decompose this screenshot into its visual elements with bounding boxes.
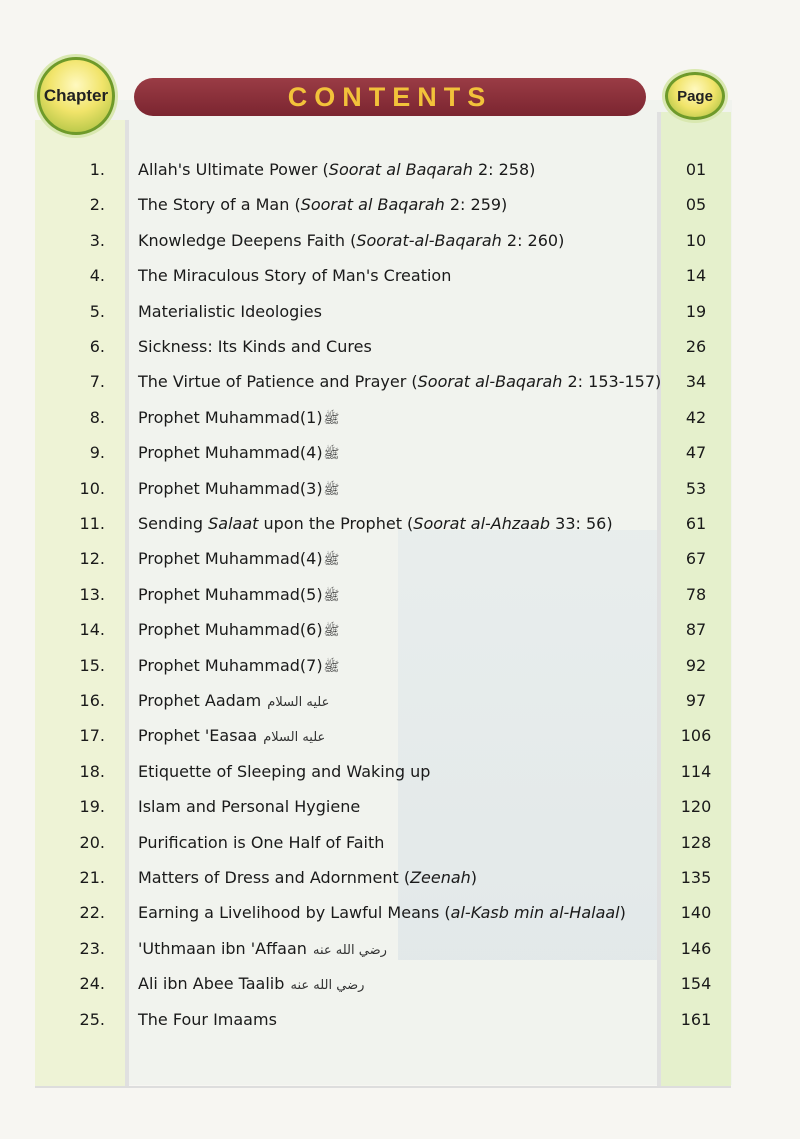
- chapter-number: 18.: [79, 761, 105, 781]
- page-number: 26: [685, 337, 707, 356]
- bottom-divider: [35, 1086, 731, 1088]
- honorific-glyph: ﷺ: [323, 447, 340, 463]
- honorific-glyph: رضي الله عنه: [290, 978, 365, 994]
- chapter-title: Knowledge Deepens Faith (Soorat-al-Baqarah 2: 260): [138, 230, 565, 250]
- chapter-number: 23.: [79, 938, 105, 958]
- reference-italic: Soorat-al-Baqarah: [356, 230, 502, 250]
- page-title: CONTENTS: [287, 81, 493, 112]
- toc-row[interactable]: [0, 789, 800, 824]
- chapter-title: Purification is One Half of Faith: [138, 832, 385, 852]
- toc-row[interactable]: [0, 966, 800, 1001]
- chapter-number: 15.: [79, 655, 105, 675]
- chapter-number: 25.: [79, 1009, 105, 1029]
- toc-row[interactable]: [0, 825, 800, 860]
- toc-row[interactable]: [0, 364, 800, 399]
- toc-row[interactable]: [0, 435, 800, 470]
- chapter-number: 1.: [89, 160, 105, 179]
- chapter-title: The Four Imaams: [138, 1009, 277, 1029]
- page-number: 146: [680, 938, 712, 958]
- chapter-badge: [37, 57, 115, 135]
- reference-italic: Salaat: [208, 514, 259, 533]
- chapter-title: Prophet Muhammad ﷺ(4): [138, 443, 340, 463]
- page-badge: [665, 72, 725, 120]
- chapter-title: Etiquette of Sleeping and Waking up: [138, 761, 431, 781]
- toc-row[interactable]: [0, 258, 800, 293]
- chapter-number: 3.: [89, 230, 105, 250]
- toc-row[interactable]: [0, 471, 800, 506]
- honorific-glyph: ﷺ: [323, 411, 340, 427]
- chapter-title: Sickness: Its Kinds and Cures: [138, 337, 372, 356]
- toc-row[interactable]: [0, 1002, 800, 1037]
- chapter-title: Prophet Muhammad ﷺ(7): [138, 655, 340, 675]
- chapter-title: The Virtue of Patience and Prayer (Soorat al-Baqarah 2: 153-157): [138, 372, 662, 392]
- chapter-number: 20.: [79, 832, 105, 852]
- chapter-title: Allah's Ultimate Power (Soorat al Baqarah 2: 258): [138, 160, 536, 179]
- chapter-number: 13.: [79, 584, 105, 604]
- page-number: 67: [685, 549, 707, 569]
- page-number: 10: [685, 230, 707, 250]
- chapter-number: 9.: [89, 443, 105, 463]
- chapter-title: Prophet Aadam عليه السلام: [138, 691, 330, 710]
- page-number: 78: [685, 584, 707, 604]
- honorific-glyph: ﷺ: [323, 624, 340, 640]
- chapter-title: Sending Salaat upon the Prophet (Soorat al-Ahzaab 33: 56): [138, 514, 613, 533]
- page-number: 128: [680, 832, 712, 852]
- honorific-glyph: رضي الله عنه: [312, 942, 387, 958]
- toc-row[interactable]: [0, 860, 800, 895]
- chapter-number: 6.: [89, 337, 105, 356]
- honorific-glyph: ﷺ: [323, 482, 340, 498]
- toc-row[interactable]: [0, 329, 800, 364]
- toc-row[interactable]: [0, 648, 800, 683]
- reference-italic: Soorat al-Baqarah: [417, 372, 563, 392]
- chapter-title: Ali ibn Abee Taalib رضي الله عنه: [138, 974, 365, 994]
- chapter-number: 21.: [79, 868, 105, 887]
- page-number: 61: [685, 514, 707, 533]
- page-number: 106: [680, 726, 712, 746]
- chapter-number: 14.: [79, 620, 105, 640]
- page-number: 92: [685, 655, 707, 675]
- chapter-number: 12.: [79, 549, 105, 569]
- honorific-glyph: عليه السلام: [263, 730, 326, 746]
- toc-row[interactable]: [0, 541, 800, 576]
- toc-row[interactable]: [0, 152, 800, 187]
- chapter-title: Prophet Muhammad ﷺ(4): [138, 549, 340, 569]
- page-number: 05: [685, 195, 707, 215]
- page-number: 19: [685, 301, 707, 321]
- chapter-number: 17.: [79, 726, 105, 746]
- toc-row[interactable]: [0, 400, 800, 435]
- chapter-number: 16.: [79, 691, 105, 710]
- chapter-title: The Miraculous Story of Man's Creation: [138, 266, 452, 286]
- toc-row[interactable]: [0, 754, 800, 789]
- chapter-title: Materialistic Ideologies: [138, 301, 322, 321]
- chapter-title: Prophet Muhammad ﷺ(5): [138, 584, 340, 604]
- page-number: 135: [680, 868, 712, 887]
- page-number: 120: [680, 797, 712, 817]
- toc-row[interactable]: [0, 895, 800, 930]
- chapter-title: The Story of a Man (Soorat al Baqarah 2: 259): [138, 195, 508, 215]
- chapter-number: 4.: [89, 266, 105, 286]
- honorific-glyph: ﷺ: [323, 659, 340, 675]
- page-number: 01: [685, 160, 707, 179]
- page-number: 87: [685, 620, 707, 640]
- toc-row[interactable]: [0, 612, 800, 647]
- reference-italic: al-Kasb min al-Halaal: [450, 903, 620, 923]
- page-number: 42: [685, 407, 707, 427]
- chapter-title: Matters of Dress and Adornment (Zeenah): [138, 868, 478, 887]
- chapter-title: 'Uthmaan ibn 'Affaan رضي الله عنه: [138, 938, 387, 958]
- toc-row[interactable]: [0, 683, 800, 718]
- reference-italic: Soorat al Baqarah: [300, 195, 445, 215]
- chapter-label: Chapter: [43, 86, 109, 105]
- page-label: Page: [677, 87, 713, 105]
- honorific-glyph: ﷺ: [323, 588, 340, 604]
- toc-row[interactable]: [0, 931, 800, 966]
- chapter-number: 19.: [79, 797, 105, 817]
- page-number: 97: [685, 691, 707, 710]
- honorific-glyph: ﷺ: [323, 553, 340, 569]
- page-number: 14: [685, 266, 707, 286]
- reference-italic: Soorat al-Ahzaab: [413, 514, 551, 533]
- chapter-title: Islam and Personal Hygiene: [138, 797, 361, 817]
- chapter-title: Prophet Muhammad ﷺ(3): [138, 478, 340, 498]
- contents-title-bar: [134, 78, 646, 116]
- page-number: 161: [680, 1009, 712, 1029]
- chapter-number: 24.: [79, 974, 105, 994]
- chapter-title: Earning a Livelihood by Lawful Means (al-Kasb min al-Halaal): [138, 903, 626, 923]
- toc-row[interactable]: [0, 294, 800, 329]
- honorific-glyph: عليه السلام: [267, 695, 330, 710]
- page-number: 114: [680, 761, 712, 781]
- toc-row[interactable]: [0, 577, 800, 612]
- chapter-title: Prophet 'Easaa عليه السلام: [138, 726, 326, 746]
- chapter-title: Prophet Muhammad ﷺ(6): [138, 620, 340, 640]
- chapter-number: 8.: [89, 407, 105, 427]
- page-number: 53: [685, 478, 707, 498]
- page-number: 140: [680, 903, 712, 923]
- toc-row[interactable]: [0, 506, 800, 541]
- chapter-number: 5.: [89, 301, 105, 321]
- toc-row[interactable]: [0, 187, 800, 222]
- chapter-number: 7.: [89, 372, 105, 392]
- page-number: 47: [685, 443, 707, 463]
- chapter-number: 10.: [79, 478, 105, 498]
- reference-italic: Soorat al Baqarah: [328, 160, 473, 179]
- page-number: 154: [680, 974, 712, 994]
- reference-italic: Zeenah: [410, 868, 471, 887]
- toc-row[interactable]: [0, 718, 800, 753]
- chapter-number: 2.: [89, 195, 105, 215]
- toc-row[interactable]: [0, 223, 800, 258]
- chapter-number: 22.: [79, 903, 105, 923]
- page-number: 34: [685, 372, 707, 392]
- chapter-title: Prophet Muhammad ﷺ(1): [138, 407, 340, 427]
- chapter-number: 11.: [79, 514, 105, 533]
